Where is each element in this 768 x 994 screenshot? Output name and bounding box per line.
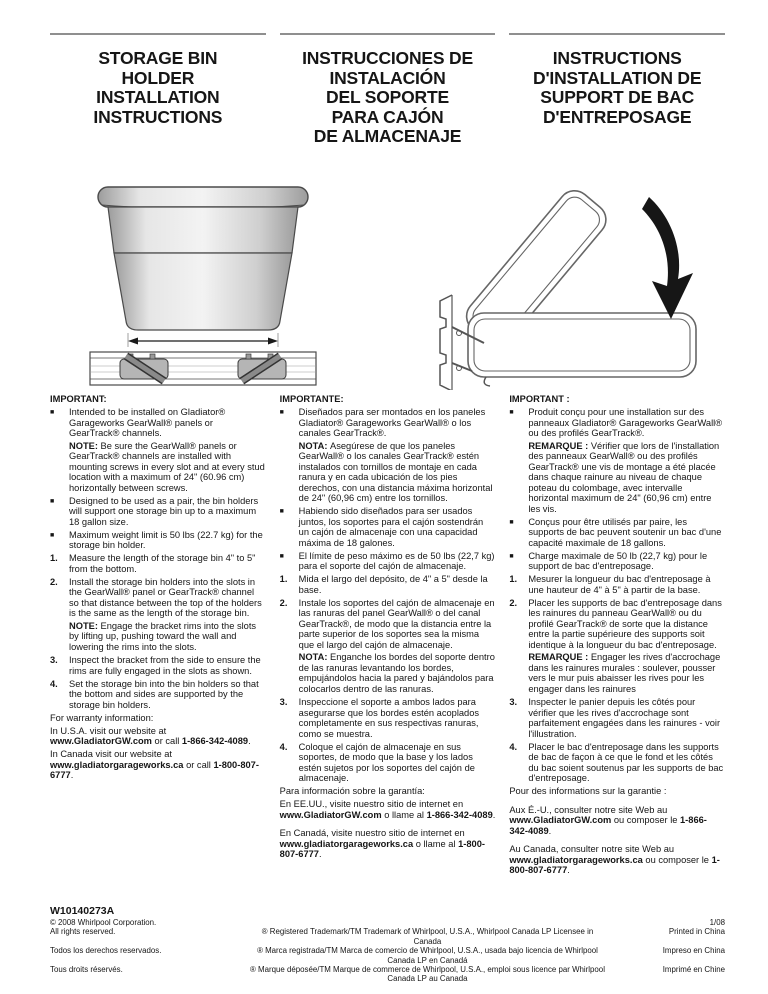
- text-run: Engager les rives d'accrochage dans les rainures murales : soulever, pousser vers le mur puis abaisser les rives pour les engager dans les rainures: [528, 652, 721, 694]
- text-run: Conçus pour être utilisés par paire, les supports de bac peuvent soutenir un bac d'une capacité maximale de 18 gallons.: [528, 516, 722, 548]
- title-line: STORAGE BIN: [98, 48, 218, 68]
- text-run: Measure the length of the storage bin 4" to 5" from the bottom.: [69, 553, 256, 574]
- bin-upper-body: [108, 207, 298, 253]
- bin-lower-body: [114, 253, 292, 330]
- step-item: [509, 697, 725, 739]
- text-run: 1-800-807-6777: [279, 838, 485, 860]
- list-marker: ■: [279, 409, 284, 417]
- rights-line-es: Todos los derechos reservados.: [50, 946, 162, 956]
- text-run: Inspecter le panier depuis les côtés pour vérifier que les rives d'accrochage sont parfaitement engagées dans les rainures - voir l'illustration.: [528, 697, 721, 739]
- text-run: .: [492, 809, 496, 820]
- list-item-text: [69, 441, 266, 494]
- text-run: Habiendo sido diseñados para ser usados juntos, los soportes para el cajón sostendrán un cajón de almacenaje con una capacidad máxima de 18 galones.: [298, 506, 484, 548]
- list-marker: 2.: [279, 597, 288, 608]
- list-marker: ■: [50, 497, 55, 505]
- list-item-text: [528, 407, 725, 439]
- text-run: .: [567, 865, 570, 876]
- text-run: Intended to be installed on Gladiator® Garageworks GearWall® panels or GearTrack® channels.: [69, 407, 226, 439]
- para-item: [50, 749, 266, 781]
- bin-holder-engaged: [468, 313, 696, 377]
- step-item: [50, 577, 266, 619]
- list-marker: ■: [279, 508, 284, 516]
- step-item: [509, 574, 725, 595]
- para-item: [50, 726, 266, 747]
- header-rule: [50, 33, 266, 35]
- para-item: [509, 805, 725, 837]
- list-item-text: [299, 742, 496, 784]
- trademark-line-en: ® Registered Trademark/TM Trademark of Whirlpool, U.S.A., Whirlpool Canada LP Licensee in Canada: [261, 927, 594, 946]
- instruction-list-french: [509, 407, 725, 876]
- list-item-text: [69, 407, 266, 439]
- text-run: Mesurer la longueur du bac d'entreposage à une hauteur de 4" à 5" à partir de la base.: [528, 574, 711, 595]
- step-item: [50, 679, 266, 711]
- list-item-text: [69, 621, 266, 653]
- text-run: Au Canada, consulter notre site Web au: [509, 844, 675, 855]
- text-run: NOTE:: [69, 620, 101, 631]
- rights-line-fr: Tous droits réservés.: [50, 965, 123, 975]
- para-item: [509, 844, 725, 876]
- text-run: Set the storage bin into the bin holders so that the bottom and sides are supported by the storage bin holders.: [69, 678, 259, 710]
- step-item: [50, 553, 266, 574]
- list-item-text: [280, 786, 496, 797]
- text-run: En EE.UU., visite nuestro sitio de internet en: [279, 799, 464, 810]
- note-item: [509, 441, 725, 515]
- list-item-text: [69, 530, 266, 551]
- header-french: [509, 33, 725, 147]
- list-item-text: [528, 574, 725, 595]
- trademark-line-es: ® Marca registrada/TM Marca de comercio de Whirlpool, U.S.A., usada bajo licencia de Whirlpool Canada LP en Canadá: [257, 946, 598, 965]
- text-run: NOTA:: [298, 652, 330, 663]
- figure-band: [0, 183, 768, 391]
- storage-bin-on-geartrack-figure: [88, 183, 318, 388]
- important-heading-spanish: IMPORTANTE:: [279, 394, 344, 404]
- text-run: www.GladiatorGW.com: [509, 815, 612, 826]
- text-run: Inspect the bracket from the side to ensure the rims are fully engaged in the slots as shown.: [69, 655, 261, 676]
- body-spanish: [280, 394, 496, 876]
- note-item: [50, 441, 266, 494]
- list-item-text: [528, 551, 725, 572]
- header-rule: [280, 33, 496, 35]
- body-english: [50, 394, 266, 876]
- list-item-text: [299, 506, 496, 548]
- list-item-text: [69, 577, 266, 619]
- instruction-list-spanish: [280, 407, 496, 860]
- body-french: [509, 394, 725, 876]
- step-item: [280, 697, 496, 739]
- list-marker: 1.: [279, 574, 288, 585]
- step-item: [280, 598, 496, 651]
- list-item-text: [69, 679, 266, 711]
- list-item-text: [299, 574, 496, 595]
- list-item-text: [299, 407, 496, 439]
- list-marker: ■: [509, 518, 514, 526]
- text-run: 1-866-342-4089: [181, 736, 249, 747]
- bullet-item: [509, 407, 725, 439]
- list-item-text: [509, 805, 725, 837]
- list-item-text: [509, 844, 725, 876]
- text-run: or call: [151, 736, 182, 747]
- body-row: [50, 394, 725, 876]
- title-line: INSTRUCTIONS: [93, 106, 223, 127]
- header-english: [50, 33, 266, 147]
- list-marker: 3.: [50, 655, 58, 666]
- list-item-text: [528, 517, 725, 549]
- length-dimension-arrow: [128, 338, 278, 345]
- text-run: Asegúrese de que los paneles GearWall® o los canales GearTrack® estén instalados con tornillos de montaje en cada ranura y en cada ubicación de los pies derechos, con una distancia máxima horizontal de 24" (60,96 cm) entre los tornillos.: [298, 440, 493, 504]
- text-run: Maximum weight limit is 50 lbs (22.7 kg) for the storage bin holder.: [69, 529, 263, 551]
- list-marker: ■: [279, 552, 284, 560]
- list-item-text: [528, 441, 725, 515]
- text-run: REMARQUE :: [528, 652, 591, 663]
- list-item-text: [299, 551, 496, 572]
- step-item: [280, 574, 496, 595]
- text-run: 1-866-342-4089: [509, 815, 707, 836]
- bullet-item: [50, 407, 266, 439]
- list-marker: 3.: [509, 697, 518, 708]
- text-run: Diseñados para ser montados en los paneles Gladiator® Garageworks GearWall® o los canales GearTrack®.: [298, 407, 486, 439]
- text-run: Coloque el cajón de almacenaje en sus soportes, de modo que la base y los lados estén sujetos por los soportes del cajón de almacenaje.: [298, 741, 475, 784]
- title-line: DE ALMACENAJE: [313, 126, 462, 146]
- step-item: [509, 742, 725, 784]
- title-english: [50, 49, 266, 127]
- title-spanish: [280, 49, 496, 147]
- list-marker: 1.: [509, 574, 518, 585]
- list-item-text: [528, 598, 725, 651]
- text-run: o llame al: [381, 809, 427, 820]
- list-item-text: [299, 598, 496, 651]
- text-run: In U.S.A. visit our website at: [50, 725, 167, 736]
- rotate-down-arrow: [642, 197, 693, 319]
- list-item-text: [50, 749, 266, 781]
- list-marker: 2.: [50, 576, 58, 587]
- text-run: Install the storage bin holders into the slots in the GearWall® panel or GearTrack® channel so that distance between the top of the holders is the same as the length of the storage bin.: [69, 576, 262, 619]
- bullet-item: [509, 517, 725, 549]
- title-line: SUPPORT DE BAC: [540, 87, 695, 107]
- text-run: 1-866-342-4089: [426, 809, 493, 820]
- title-line: HOLDER: [121, 67, 195, 88]
- list-item-text: [280, 828, 496, 860]
- text-run: www.gladiatorgarageworks.ca: [279, 838, 414, 849]
- text-run: www.gladiatorgarageworks.ca: [509, 854, 643, 865]
- text-run: Mida el largo del depósito, de 4" a 5" desde la base.: [298, 574, 488, 595]
- text-run: ou composer le: [642, 854, 712, 865]
- text-run: .: [548, 825, 552, 836]
- text-run: Para información sobre la garantía:: [279, 786, 425, 797]
- title-line: INSTALLATION: [96, 87, 220, 107]
- text-run: www.GladiatorGW.com: [50, 736, 152, 747]
- text-run: Designed to be used as a pair, the bin holders will support one storage bin up to a maximum 18 gallon size.: [69, 495, 259, 527]
- list-marker: ■: [50, 409, 55, 417]
- text-run: In Canada visit our website at: [50, 749, 172, 760]
- para-item: [280, 786, 496, 797]
- header-rule: [509, 33, 725, 35]
- text-run: Engage the bracket rims into the slots by lifting up, pushing toward the wall and lowering the rims into the slots.: [69, 620, 257, 652]
- step-item: [509, 598, 725, 651]
- list-marker: ■: [509, 409, 514, 417]
- important-heading-french: IMPORTANT :: [509, 394, 570, 404]
- text-run: Vérifier que lors de l'installation des panneaux GearWall® ou des profilés GearTrack® une vis de montage a été placée dans chaque rainure au niveau de chaque poteau du colombage, avec intervalle horizontal maximum de 24" (60,96 cm) entre les vis.: [528, 440, 720, 514]
- text-run: REMARQUE :: [528, 440, 591, 451]
- list-item-text: [50, 713, 266, 724]
- list-marker: 4.: [279, 741, 288, 752]
- text-run: Placer les supports de bac d'entreposage dans les rainures du panneau GearWall® ou du profilé GearTrack® de sorte que la distance entre la partie supérieure des supports soit identique à la longueur du bac d'entreposage.: [528, 597, 722, 650]
- bullet-item: [280, 551, 496, 572]
- bullet-item: [50, 530, 266, 551]
- title-line: INSTALACIÓN: [329, 67, 446, 88]
- bullet-item: [280, 506, 496, 548]
- list-item-text: [528, 742, 725, 784]
- part-number: W10140273A: [50, 905, 115, 917]
- list-item-text: [299, 652, 496, 694]
- para-item: [50, 713, 266, 724]
- title-line: D'ENTREPOSAGE: [542, 106, 692, 127]
- text-run: En Canadá, visite nuestro sitio de internet en: [279, 828, 465, 839]
- header-spanish: [280, 33, 496, 147]
- important-heading-english: IMPORTANT:: [50, 394, 107, 404]
- text-run: Instale los soportes del cajón de almacenaje en las ranuras del panel GearWall® o del canal GearTrack®, de modo que la distancia entre la parte superior de los soportes sea la misma que el largo del cajón de almacenaje.: [298, 597, 495, 650]
- note-item: [50, 621, 266, 653]
- rights-line-en: All rights reserved.: [50, 927, 116, 937]
- title-line: D'INSTALLATION DE: [533, 67, 702, 88]
- list-item-text: [299, 697, 496, 739]
- text-run: or call: [183, 759, 214, 770]
- title-line: INSTRUCTIONS: [552, 48, 682, 68]
- list-item-text: [280, 799, 496, 820]
- text-run: For warranty information:: [50, 712, 154, 723]
- list-item-text: [528, 652, 725, 694]
- text-run: 1-800-807-6777: [509, 854, 720, 876]
- bullet-item: [50, 496, 266, 528]
- list-marker: ■: [509, 552, 514, 560]
- note-item: [280, 652, 496, 694]
- text-run: o llame al: [413, 838, 459, 849]
- text-run: .: [70, 770, 74, 781]
- bullet-item: [280, 407, 496, 439]
- list-marker: 4.: [50, 678, 58, 689]
- text-run: Produit conçu pour une installation sur des panneaux Gladiator® Garageworks GearWall® ou des profilés GearTrack®.: [528, 407, 723, 439]
- bullet-item: [509, 551, 725, 572]
- title-line: DEL SOPORTE: [326, 87, 449, 107]
- title-line: INSTRUCCIONES DE: [302, 48, 473, 68]
- header-row: [50, 33, 725, 147]
- title-french: [509, 49, 725, 127]
- text-run: www.gladiatorgarageworks.ca: [50, 759, 184, 770]
- step-item: [280, 742, 496, 784]
- para-item: [509, 786, 725, 797]
- step-item: [50, 655, 266, 676]
- text-run: Be sure the GearWall® panels or GearTrack® channels are installed with mounting screws in every slot and at every stud location with a maximum of 24" (60.96 cm) horizontally between screws.: [69, 440, 265, 493]
- note-item: [280, 441, 496, 504]
- text-run: Placer le bac d'entreposage dans les supports de bac de façon à ce que le fond et les côtés du bac soient soutenus par les supports de bac d'entreposage.: [528, 741, 724, 784]
- list-marker: 4.: [509, 741, 518, 752]
- para-item: [280, 828, 496, 860]
- text-run: www.GladiatorGW.com: [279, 809, 382, 820]
- list-item-text: [50, 726, 266, 747]
- text-run: Pour des informations sur la garantie :: [509, 786, 667, 797]
- text-run: El límite de peso máximo es de 50 lbs (22,7 kg) para el soporte del cajón de almacenaje.: [298, 550, 495, 572]
- trademark-line-fr: ® Marque déposée/TM Marque de commerce de Whirlpool, U.S.A., emploi sous licence par Whirlpool Canada LP au Canada: [250, 965, 605, 984]
- list-item-text: [69, 553, 266, 574]
- list-marker: 1.: [50, 553, 58, 564]
- text-run: NOTE:: [69, 440, 101, 451]
- text-run: ou composer le: [611, 815, 681, 826]
- footer: [50, 906, 725, 984]
- text-run: Charge maximale de 50 lb (22,7 kg) pour le support de bac d'entreposage.: [528, 550, 708, 572]
- title-line: PARA CAJÓN: [331, 106, 444, 127]
- bin-rim: [98, 187, 308, 207]
- bin-holder-engagement-arrow-figure: [428, 185, 708, 390]
- list-marker: ■: [50, 531, 55, 539]
- text-run: Aux É.-U., consulter notre site Web au: [509, 804, 668, 815]
- text-run: .: [318, 849, 322, 860]
- text-run: NOTA:: [298, 440, 330, 451]
- list-item-text: [509, 786, 725, 797]
- list-item-text: [69, 496, 266, 528]
- instruction-list-english: [50, 407, 266, 781]
- note-item: [509, 652, 725, 694]
- printed-line-es: Impreso en China: [662, 946, 725, 956]
- date-code: 1/08: [709, 918, 725, 927]
- list-item-text: [299, 441, 496, 504]
- copyright-line: © 2008 Whirlpool Corporation.: [50, 918, 157, 927]
- gearwall-track-profile: [440, 295, 462, 390]
- text-run: 1-800-807-6777: [50, 759, 259, 781]
- list-marker: 3.: [279, 697, 288, 708]
- list-marker: 2.: [509, 597, 518, 608]
- printed-line-fr: Imprimé en Chine: [662, 965, 725, 975]
- list-item-text: [528, 697, 725, 739]
- printed-line-en: Printed in China: [668, 927, 725, 937]
- para-item: [280, 799, 496, 820]
- text-run: Enganche los bordes del soporte dentro de las ranuras levantando los bordes, empujándolos hacia la pared y bajándolos para colocarlos dentro de las ranuras.: [298, 652, 495, 694]
- list-item-text: [69, 655, 266, 676]
- text-run: .: [248, 736, 251, 747]
- text-run: Inspeccione el soporte a ambos lados para asegurarse que los bordes estén acoplados completamente en sus respectivas ranuras, como se muestra.: [298, 697, 480, 739]
